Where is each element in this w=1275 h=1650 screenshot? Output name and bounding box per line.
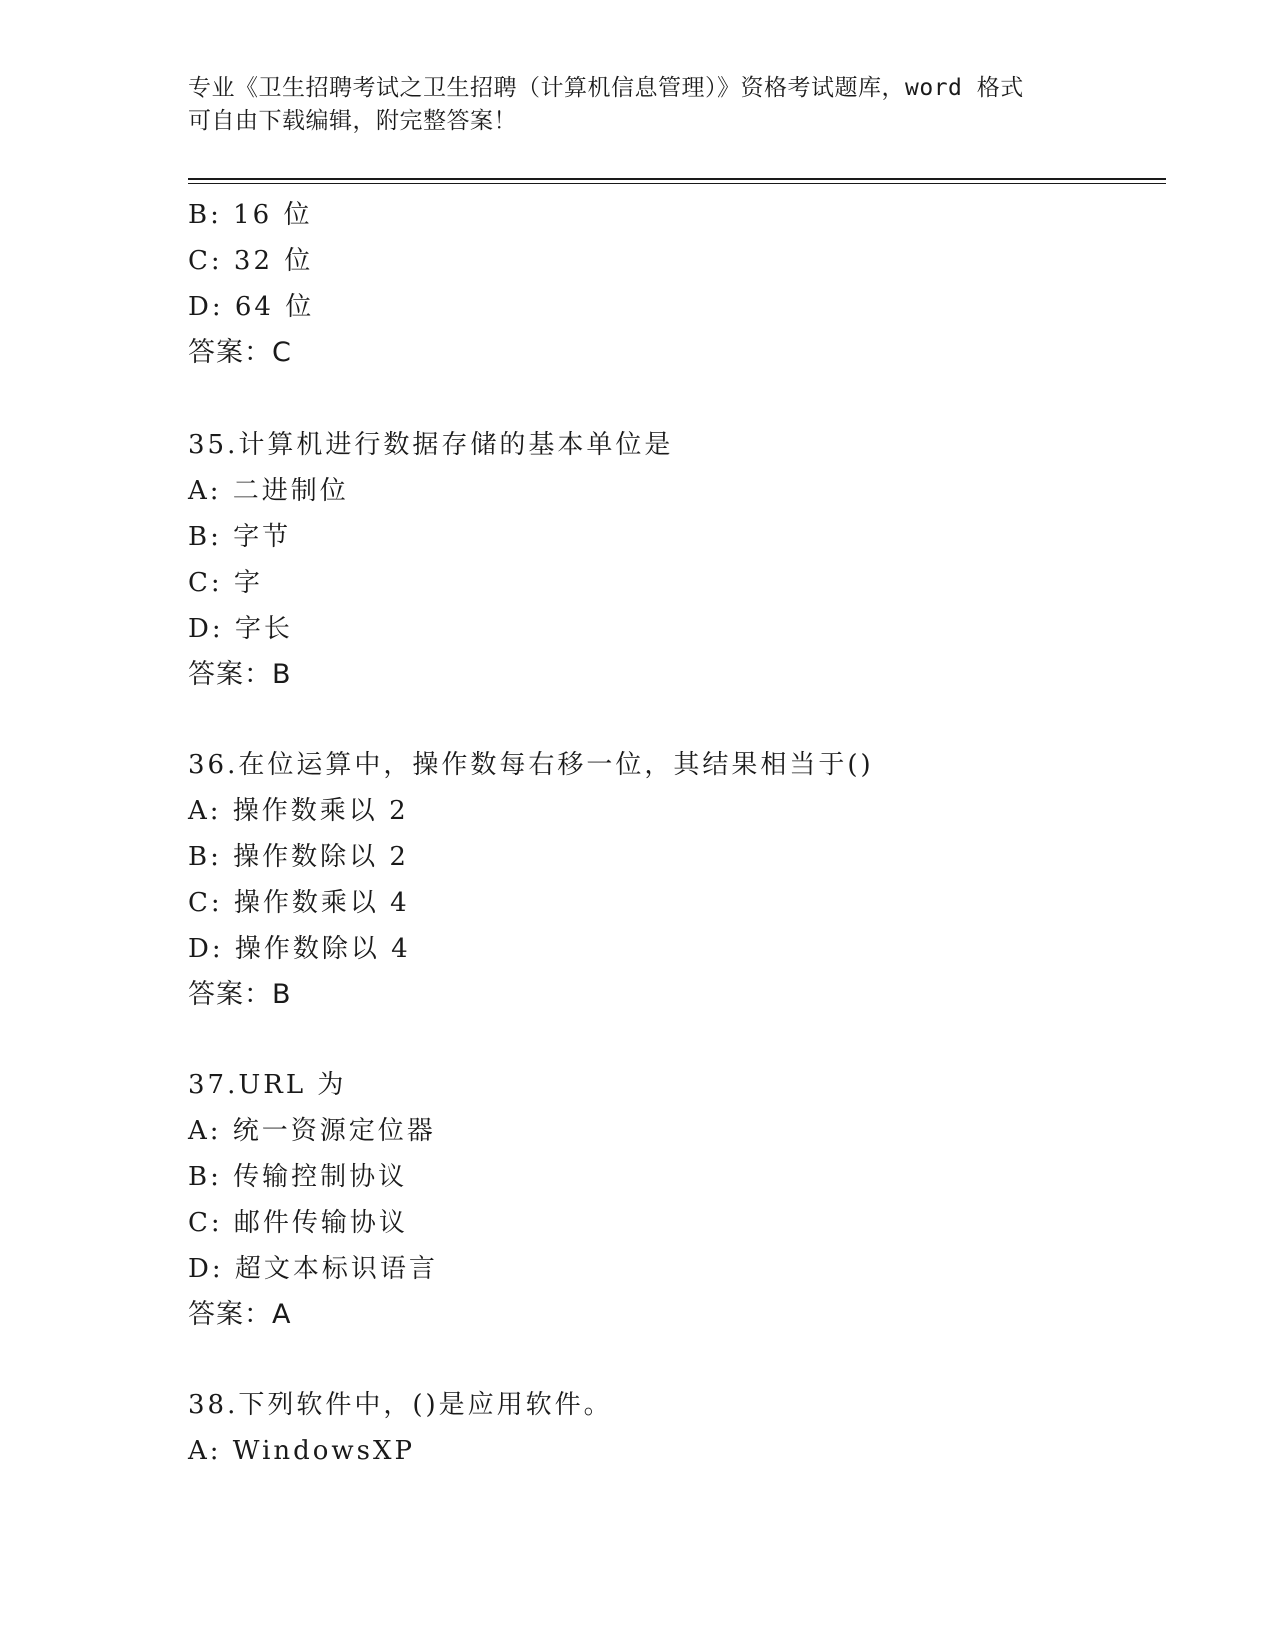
option-a: A: 二进制位	[188, 476, 349, 506]
option-b: B: 16 位	[188, 200, 313, 230]
option-b: B: 操作数除以 2	[188, 842, 409, 872]
question-text: 37.URL 为	[188, 1070, 347, 1100]
answer-line: 答案：C	[188, 337, 292, 368]
answer-line: 答案：A	[188, 1299, 292, 1330]
question-list	[188, 192, 1148, 1474]
answer-line: 答案：B	[188, 659, 292, 690]
option-a: A: WindowsXP	[188, 1436, 416, 1466]
header-line-1: 专业《卫生招聘考试之卫生招聘（计算机信息管理）》资格考试题库，word 格式	[188, 75, 1024, 101]
option-b: B: 字节	[188, 522, 292, 552]
spacer	[188, 1338, 1148, 1382]
option-b: B: 传输控制协议	[188, 1162, 408, 1192]
header-divider-thick	[188, 178, 1166, 180]
option-d: D: 超文本标识语言	[188, 1254, 438, 1284]
option-c: C: 字	[188, 568, 263, 598]
question-block-38	[188, 1382, 1148, 1474]
question-block-34	[188, 192, 1148, 376]
option-d: D: 字长	[188, 614, 293, 644]
question-text: 35.计算机进行数据存储的基本单位是	[188, 430, 674, 460]
option-c: C: 邮件传输协议	[188, 1208, 408, 1238]
option-c: C: 32 位	[188, 246, 314, 276]
answer-line: 答案：B	[188, 979, 292, 1010]
spacer	[188, 376, 1148, 422]
header-divider-thin	[188, 183, 1166, 184]
question-block-35	[188, 422, 1148, 698]
option-d: D: 64 位	[188, 292, 315, 322]
question-text: 38.下列软件中，()是应用软件。	[188, 1390, 613, 1420]
option-c: C: 操作数乘以 4	[188, 888, 410, 918]
document-header	[188, 72, 1088, 138]
header-line-2: 可自由下载编辑，附完整答案！	[188, 108, 517, 134]
option-d: D: 操作数除以 4	[188, 934, 411, 964]
spacer	[188, 698, 1148, 742]
spacer	[188, 1018, 1148, 1062]
option-a: A: 操作数乘以 2	[188, 796, 409, 826]
question-block-37	[188, 1062, 1148, 1338]
question-text: 36.在位运算中，操作数每右移一位，其结果相当于()	[188, 750, 874, 780]
question-block-36	[188, 742, 1148, 1018]
option-a: A: 统一资源定位器	[188, 1116, 436, 1146]
